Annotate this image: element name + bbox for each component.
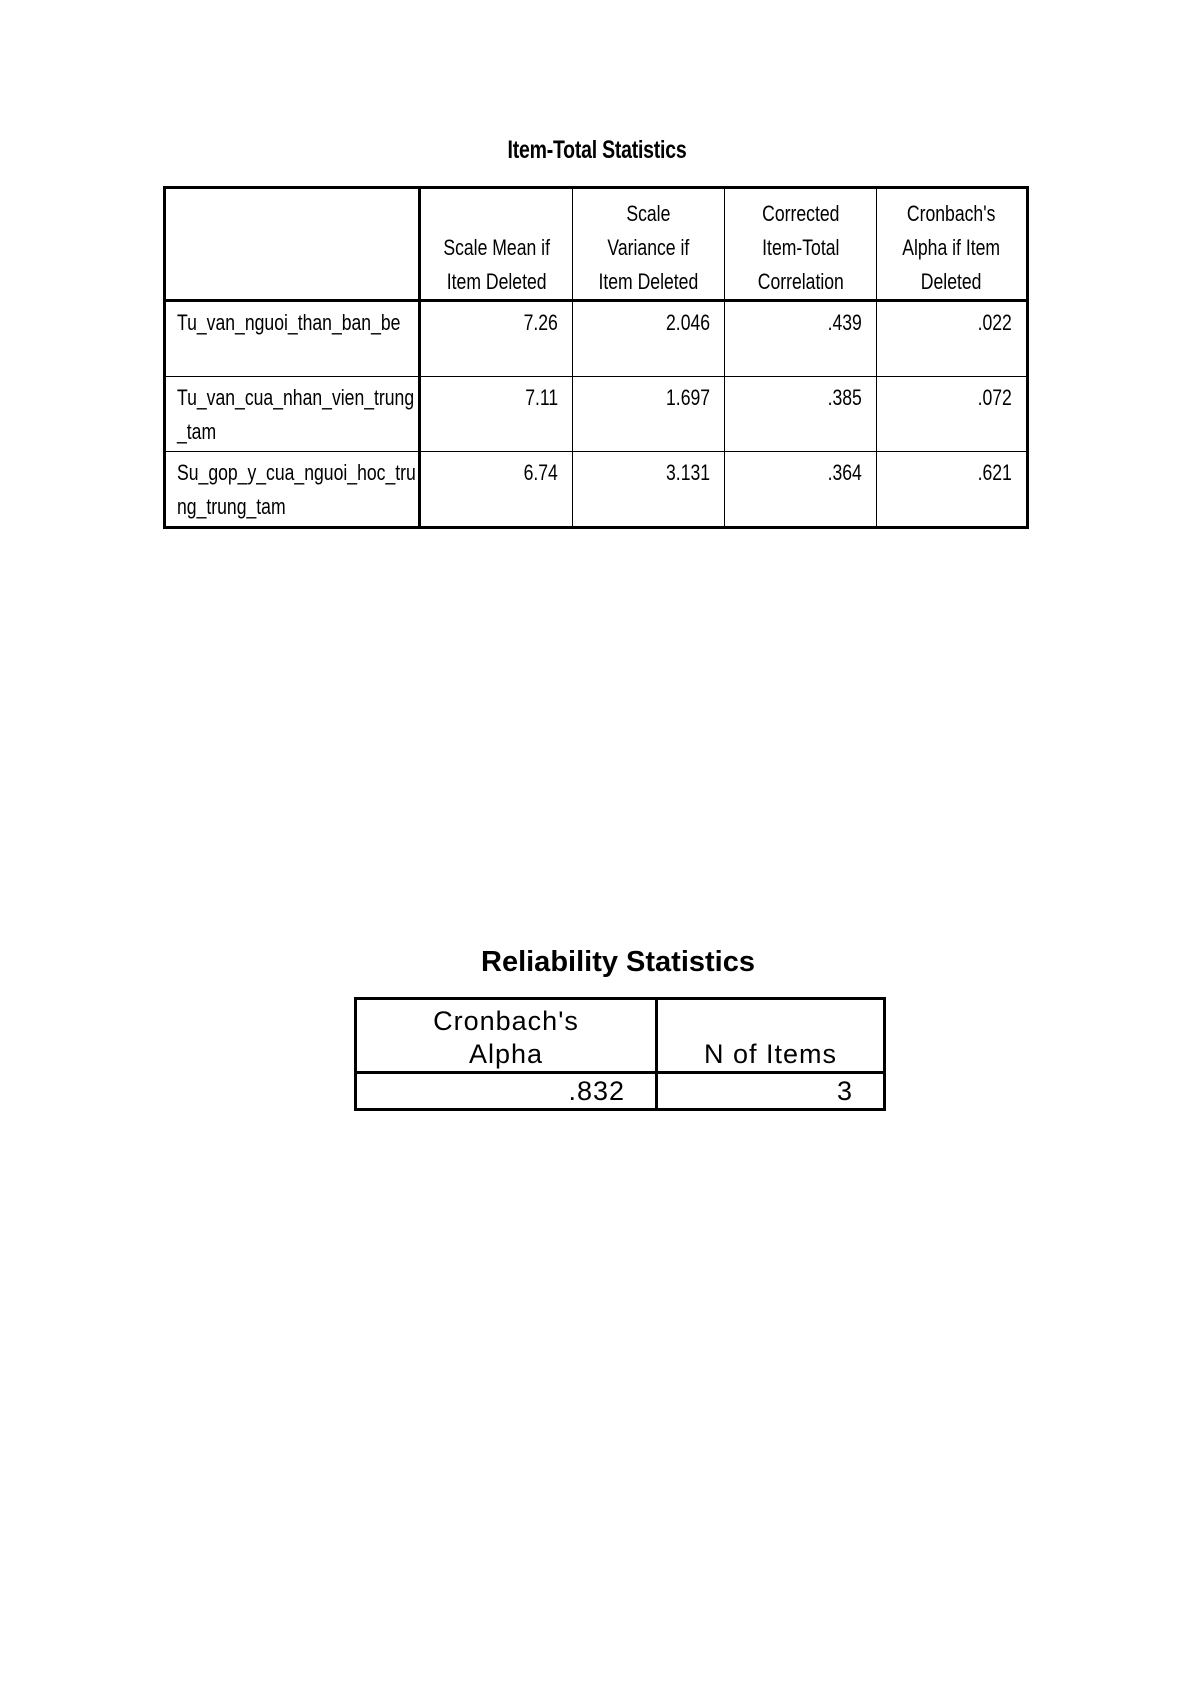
alpha-value: .832 xyxy=(356,1073,657,1110)
header-alpha-if-deleted xyxy=(877,188,1028,301)
cell-text: .385 xyxy=(827,384,862,410)
header-text: Alpha xyxy=(468,1039,544,1069)
cell-value xyxy=(572,301,724,377)
row-label-text: Su_gop_y_cua_nguoi_hoc_trung_trung_tam xyxy=(177,460,416,520)
header-n-of-items xyxy=(657,999,885,1073)
table-header-row xyxy=(165,188,1028,301)
header-text: Deleted xyxy=(921,269,982,294)
header-scale-variance xyxy=(572,188,724,301)
cell-value xyxy=(724,452,876,528)
reliability-statistics-table xyxy=(354,997,886,1111)
header-text: Item Deleted xyxy=(598,269,699,294)
table-row xyxy=(165,452,1028,528)
header-corrected-correlation xyxy=(724,188,876,301)
header-text: N of Items xyxy=(703,1039,838,1069)
cell-text: .022 xyxy=(977,310,1012,335)
header-cronbach-alpha xyxy=(356,999,657,1073)
row-label-text: Tu_van_cua_nhan_vien_trung_tam xyxy=(177,384,415,444)
header-text: Corrected xyxy=(761,201,840,226)
cell-value xyxy=(572,452,724,528)
header-corner-cell xyxy=(165,188,420,301)
cell-text: .072 xyxy=(977,384,1012,410)
table-header-row xyxy=(356,999,885,1073)
item-total-statistics-table xyxy=(163,186,1029,529)
cell-value xyxy=(572,376,724,452)
header-text: Variance if xyxy=(607,235,690,260)
cell-value xyxy=(724,376,876,452)
cell-value xyxy=(419,376,572,452)
cell-value xyxy=(724,301,876,377)
table-row xyxy=(165,301,1028,377)
cell-text: .364 xyxy=(827,460,862,486)
header-text: Cronbach's xyxy=(433,1006,579,1036)
cell-text: 7.26 xyxy=(523,310,558,335)
header-text: Alpha if Item xyxy=(902,235,1001,260)
row-label-text: Tu_van_nguoi_than_ban_be xyxy=(177,310,401,335)
cell-text: .621 xyxy=(977,460,1012,486)
row-label xyxy=(165,301,420,377)
n-items-value: 3 xyxy=(657,1073,885,1110)
header-scale-mean xyxy=(419,188,572,301)
header-text: Scale xyxy=(626,201,671,226)
cell-value xyxy=(419,452,572,528)
row-label xyxy=(165,376,420,452)
cell-value xyxy=(877,301,1028,377)
cell-value xyxy=(419,301,572,377)
reliability-statistics-title: Reliability Statistics xyxy=(481,946,755,978)
cell-text: 7.11 xyxy=(524,384,558,410)
cell-value xyxy=(877,376,1028,452)
header-text: Scale Mean if xyxy=(443,235,550,260)
header-text: Item-Total xyxy=(761,235,840,260)
item-total-statistics-title: Item-Total Statistics xyxy=(507,136,687,164)
cell-text: 6.74 xyxy=(523,460,558,486)
header-text: Item Deleted xyxy=(446,269,547,294)
header-text: Correlation xyxy=(757,269,844,294)
cell-value xyxy=(877,452,1028,528)
cell-text: .439 xyxy=(827,310,862,335)
table-row xyxy=(356,1073,885,1110)
cell-text: 3.131 xyxy=(665,460,710,486)
table-row xyxy=(165,376,1028,452)
cell-text: 1.697 xyxy=(665,384,710,410)
header-text: Cronbach's xyxy=(907,201,996,226)
cell-text: 2.046 xyxy=(665,310,710,335)
row-label xyxy=(165,452,420,528)
